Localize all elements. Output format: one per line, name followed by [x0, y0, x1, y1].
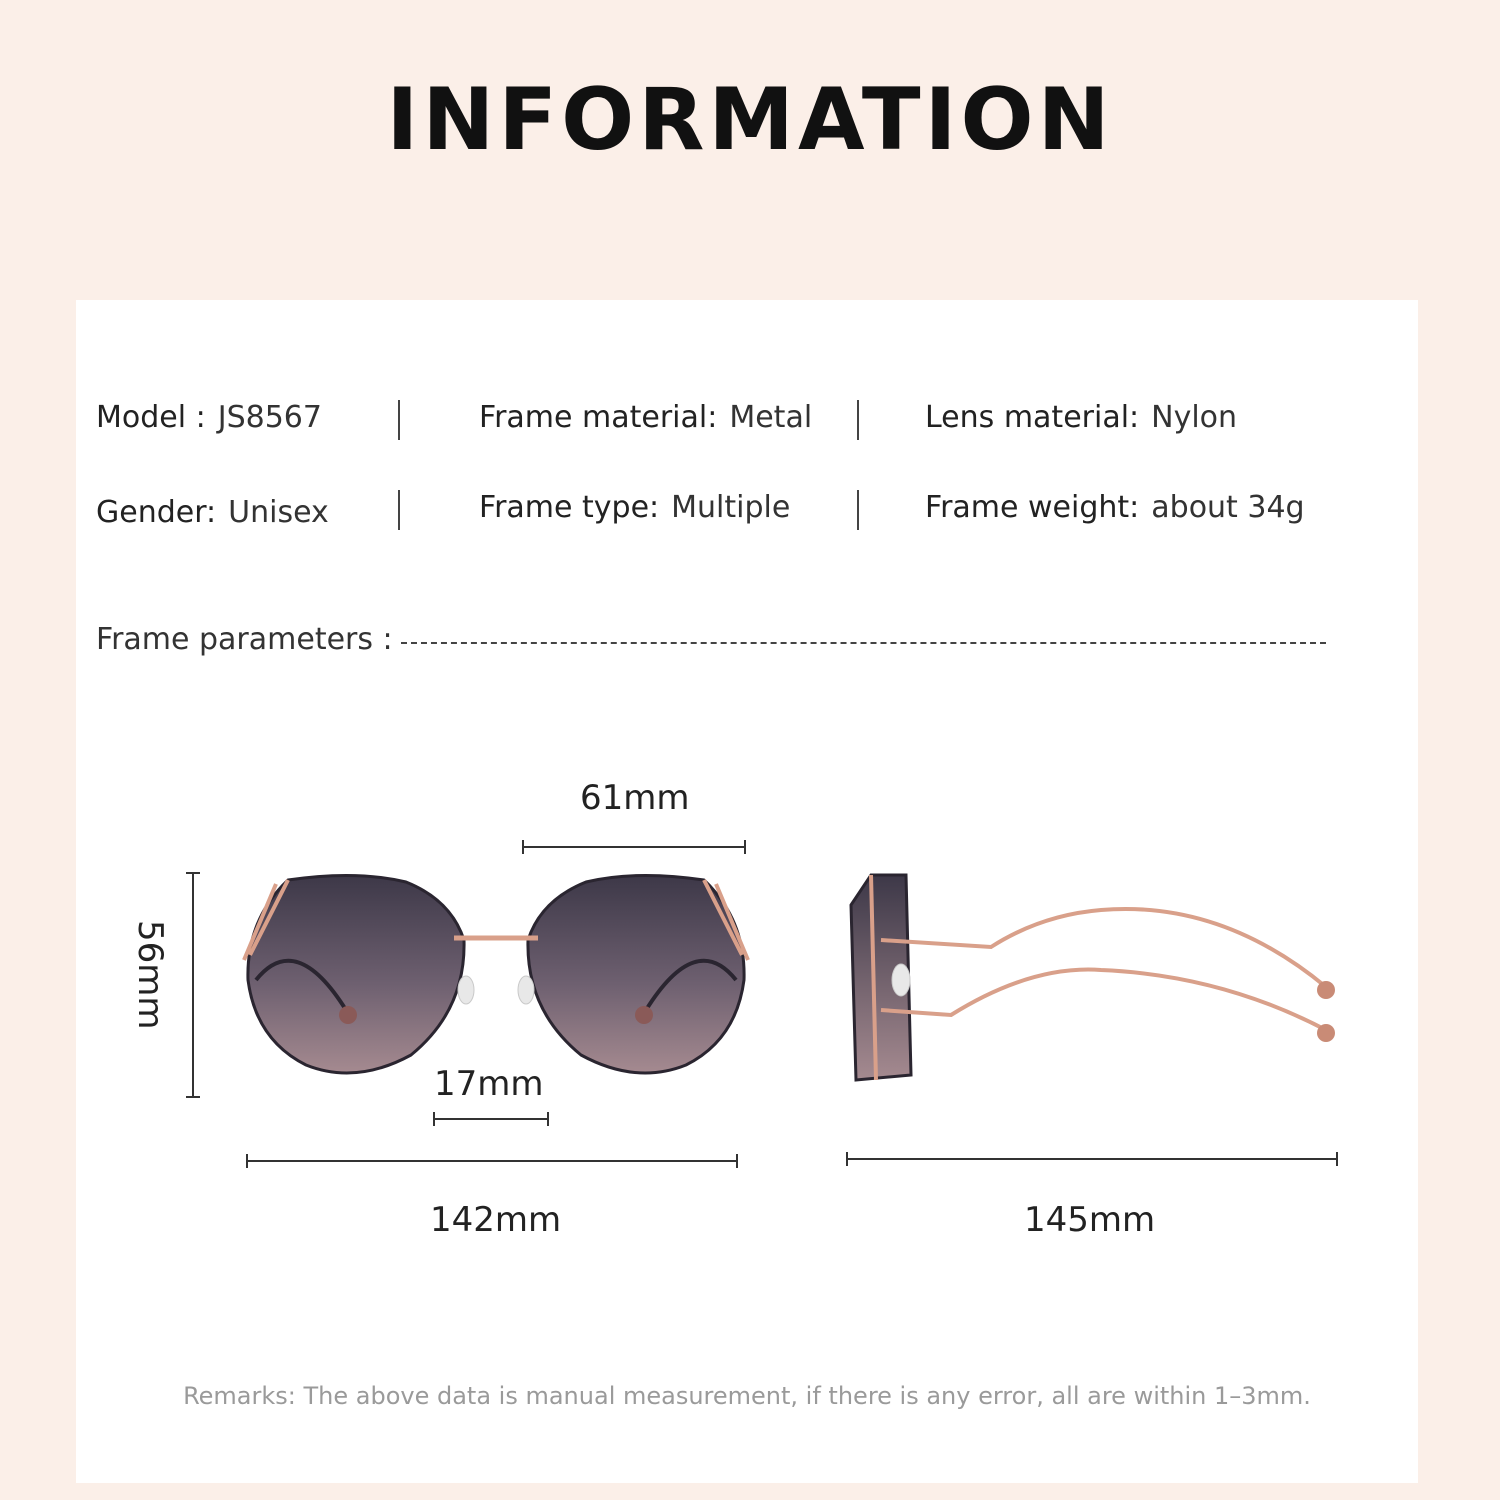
dashed-divider	[401, 642, 1326, 644]
spec-lens-material-label: Lens material:	[925, 400, 1140, 435]
spec-lens-material-value: Nylon	[1151, 400, 1238, 435]
lens-width-label: 61mm	[580, 778, 690, 818]
spec-frame-type	[479, 490, 790, 525]
separator	[857, 490, 859, 530]
spec-model-value: JS8567	[217, 400, 322, 435]
separator	[857, 400, 859, 440]
spec-frame-weight-value: about 34g	[1151, 490, 1305, 525]
spec-frame-material-label: Frame material:	[479, 400, 718, 435]
spec-gender-value: Unisex	[228, 495, 329, 530]
page-title: INFORMATION	[386, 70, 1114, 170]
lens-width-dimension-line	[522, 846, 746, 848]
bridge-dimension-line	[433, 1118, 549, 1120]
temple-length-dimension-line	[846, 1158, 1338, 1160]
spec-frame-material-value: Metal	[729, 400, 813, 435]
spec-frame-material	[479, 400, 812, 435]
spec-gender	[96, 495, 329, 530]
glasses-front-view-image	[236, 860, 756, 1090]
info-card	[76, 300, 1418, 1483]
separator	[398, 490, 400, 530]
remarks-text: Remarks: The above data is manual measurement, if there is any error, all are within 1–3mm.	[183, 1382, 1311, 1410]
spec-lens-material	[925, 400, 1237, 435]
lens-height-dimension-line	[192, 872, 194, 1098]
spec-gender-label: Gender:	[96, 495, 217, 530]
spec-frame-weight-label: Frame weight:	[925, 490, 1140, 525]
frame-parameters-label: Frame parameters :	[96, 622, 393, 657]
frame-width-label: 142mm	[430, 1200, 562, 1240]
spec-model	[96, 400, 322, 435]
frame-width-dimension-line	[246, 1160, 738, 1162]
bridge-label: 17mm	[434, 1064, 544, 1104]
glasses-side-view-image	[841, 865, 1361, 1095]
lens-height-label: 56mm	[130, 920, 170, 1030]
temple-length-label: 145mm	[1024, 1200, 1156, 1240]
spec-frame-type-label: Frame type:	[479, 490, 660, 525]
spec-model-label: Model :	[96, 400, 206, 435]
separator	[398, 400, 400, 440]
spec-frame-weight	[925, 490, 1305, 525]
spec-frame-type-value: Multiple	[671, 490, 791, 525]
